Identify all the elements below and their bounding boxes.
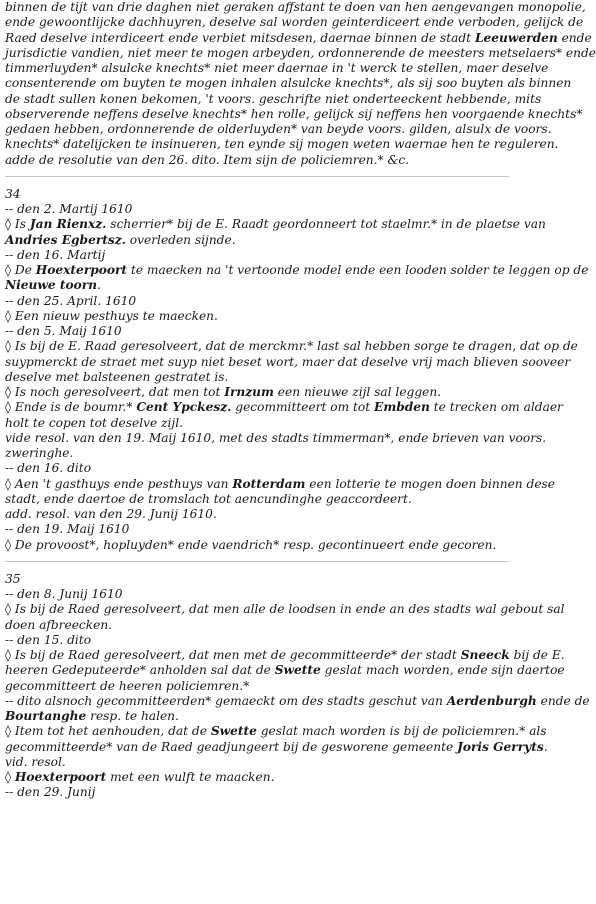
named-entity: Aerdenburgh <box>446 693 537 708</box>
named-entity: Cent Ypckesz. <box>136 400 232 415</box>
text-line <box>5 507 509 522</box>
named-entity: Jan Rienxz. <box>29 217 107 232</box>
entry-line <box>5 309 509 324</box>
diamond-bullet-icon: ◊ <box>5 385 15 399</box>
text-line <box>5 370 509 385</box>
text-segment: gecommitteerde* van de Raed geadjungeert bij de gesworene gemeente <box>5 739 458 754</box>
entry-line <box>5 400 563 415</box>
text-segment: vide resol. van den 19. Maij 1610, met des stadts timmerman*, ende brieven van voors. <box>5 430 547 445</box>
text-segment: -- den 25. April. 1610 <box>5 293 137 308</box>
text-segment: timmerluyden* alsulcke knechts* niet meer daernae in 't werck te stellen, maer deselve <box>5 61 549 75</box>
diamond-bullet-icon: ◊ <box>5 476 15 491</box>
text-line <box>5 324 509 339</box>
text-segment: gecommitteert om tot <box>231 400 375 415</box>
text-line <box>5 446 509 461</box>
named-entity: Swette <box>210 724 257 739</box>
named-entity: Bourtanghe <box>5 709 87 723</box>
named-entity: Nieuwe toorn <box>5 278 98 293</box>
text-segment: Is bij de Raed geresolveert, dat men met de gecommitteerde* der stadt <box>14 648 461 662</box>
text-line <box>5 709 509 724</box>
text-segment: observerende neffens deselve knechts* hen rolle, gelijck sij neffens hen voorgaende knechts* <box>5 106 583 121</box>
text-line <box>5 693 590 709</box>
text-segment: resp. te halen. <box>86 709 179 723</box>
text-segment: . <box>97 278 101 293</box>
section-number: 35 <box>5 571 21 586</box>
section-35-entries <box>5 587 590 801</box>
named-entity: Sneeck <box>460 648 510 662</box>
diamond-bullet-icon: ◊ <box>5 770 15 784</box>
text-segment: gedaen hebben, ordonnerende de olderluyden* van beyde voors. gilden, alsulx de voors. <box>5 122 552 136</box>
text-line <box>5 633 509 648</box>
text-segment: ende <box>557 30 592 45</box>
text-segment: -- dito alsnoch gecommitteerden* gemaeckt om des stadts geschut van <box>5 693 447 708</box>
text-segment: te trecken om aldaer <box>429 400 563 415</box>
text-segment: jurisdictie vandien, niet meer te mogen arbeyden, ordonnerende de meesters metselaers* ende <box>5 45 596 60</box>
text-segment: -- den 29. Junij <box>5 785 96 800</box>
section-divider <box>5 176 509 177</box>
named-entity: Irnzum <box>224 385 274 399</box>
text-line <box>5 45 596 61</box>
section-34 <box>5 186 589 553</box>
text-segment: geslat mach worden, ende sijn daertoe <box>320 663 565 678</box>
entry-line <box>5 724 547 739</box>
text-segment: Is <box>14 217 30 232</box>
named-entity: Leeuwerden <box>474 30 558 45</box>
text-line <box>5 91 542 107</box>
section-divider <box>5 561 509 562</box>
text-line <box>5 430 547 446</box>
diamond-bullet-icon: ◊ <box>5 308 15 323</box>
text-line <box>5 248 509 263</box>
text-segment: vid. resol. <box>5 754 66 769</box>
diamond-bullet-icon: ◊ <box>5 400 15 415</box>
text-segment: ende de <box>536 693 590 708</box>
text-line <box>5 233 509 248</box>
text-segment: Aen 't gasthuys ende pesthuys van <box>14 476 233 491</box>
entry-line <box>5 602 565 617</box>
named-entity: Hoexterpoort <box>14 770 107 784</box>
entry-line <box>5 217 546 232</box>
text-segment: De provoost*, hopluyden* ende vaendrich* resp. gecontinueert ende gecoren. <box>14 537 497 552</box>
entry-line <box>5 476 556 492</box>
diamond-bullet-icon: ◊ <box>5 339 15 354</box>
text-segment: Is bij de E. Raad geresolveert, dat de merckmr.* last sal hebben sorge te dragen, dat op de <box>14 339 578 354</box>
text-segment: knechts* datelijcken te insinueren, ten eynde sij mogen weten waernae hen te reguleren. <box>5 137 559 152</box>
named-entity: Rotterdam <box>232 476 306 491</box>
text-line <box>5 76 572 91</box>
entry-line <box>5 385 509 400</box>
text-segment: ende gewoontlijcke dachhuyren, deselve sal worden geinterdiceert ende verboden, gelijck de <box>5 15 584 30</box>
text-segment: stadt, ende daertoe de tromslach tot aencundinghe geaccordeert. <box>5 491 412 506</box>
text-segment: gecommitteert de heeren policiemren.* <box>5 678 250 693</box>
text-segment: de stadt sullen konen bekomen, 't voors. geschrifte niet onderteeckent hebbende, mits <box>5 91 542 106</box>
text-segment: een lotterie te mogen doen binnen dese <box>305 476 556 491</box>
entry-line <box>5 538 509 553</box>
entry-line <box>5 263 589 278</box>
text-segment: te maecken na 't vertoonde model ende een looden solder te leggen op de <box>127 263 589 277</box>
text-line <box>5 679 509 694</box>
text-segment: -- den 2. Martij 1610 <box>5 202 133 216</box>
diamond-bullet-icon: ◊ <box>5 217 15 232</box>
text-line <box>5 785 509 800</box>
text-segment: . <box>543 739 548 754</box>
text-segment: -- den 19. Maij 1610 <box>5 522 130 537</box>
text-line <box>5 0 586 15</box>
text-line <box>5 492 509 507</box>
text-segment: De <box>14 263 36 277</box>
text-segment: overleden sijnde. <box>125 232 236 247</box>
diamond-bullet-icon: ◊ <box>5 602 15 617</box>
text-segment: Is bij de Raed geresolveert, dat men alle de loodsen in ende an des stadts wal gebout sal <box>14 602 565 617</box>
section-number: 34 <box>5 186 21 201</box>
text-segment: heeren Gedeputeerde* anholden sal dat de <box>5 663 275 678</box>
text-segment: Een nieuw pesthuys te maecken. <box>14 308 218 323</box>
text-segment: met een wulft te maacken. <box>106 770 275 784</box>
diamond-bullet-icon: ◊ <box>5 724 15 739</box>
text-line <box>5 739 548 755</box>
text-segment: bij de E. <box>509 648 565 662</box>
diamond-bullet-icon: ◊ <box>5 263 15 277</box>
text-line <box>5 618 509 633</box>
text-segment: holt te copen tot deselve zijl. <box>5 415 183 430</box>
text-segment: binnen de tijt van drie daghen niet geraken affstant te doen van hen aengevangen monopolie, <box>5 0 586 14</box>
text-segment: -- den 15. dito <box>5 632 92 647</box>
text-segment: -- den 5. Maij 1610 <box>5 324 122 338</box>
text-segment: Is noch geresolveert, dat men tot <box>14 385 225 399</box>
text-segment: suypmerckt de straet met suyp niet beset wort, maer dat deselve vrij mach blieven sooveer <box>5 354 571 369</box>
text-segment: geslat mach worden is bij de policiemren.* als <box>256 724 547 739</box>
text-segment: doen afbreecken. <box>5 617 113 632</box>
text-line <box>5 30 592 46</box>
text-line <box>5 106 583 122</box>
text-segment: deselve met balsteenen gestratet is. <box>5 369 229 384</box>
text-line <box>5 354 571 370</box>
text-segment: -- den 16. Martij <box>5 247 106 262</box>
named-entity: Embden <box>374 400 430 415</box>
text-segment: consenterende om buyten te mogen inhalen alsulcke knechts*, als sij soo buyten als binnen <box>5 76 572 91</box>
named-entity: Hoexterpoort <box>35 263 128 277</box>
text-line <box>5 153 509 168</box>
text-line <box>5 461 509 476</box>
text-segment: Raed deselve interdiceert ende verbiet mitsdesen, daernae binnen de stadt <box>5 30 475 45</box>
text-line <box>5 61 549 76</box>
text-segment: zweringhe. <box>5 446 74 460</box>
text-line <box>5 122 552 137</box>
diamond-bullet-icon: ◊ <box>5 537 15 552</box>
entry-line <box>5 339 578 354</box>
text-segment: -- den 8. Junij 1610 <box>5 587 123 601</box>
text-line <box>5 202 509 217</box>
text-line <box>5 278 509 293</box>
text-line <box>5 137 559 152</box>
text-segment: een nieuwe zijl sal leggen. <box>273 385 442 399</box>
text-line <box>5 522 509 537</box>
text-segment: -- den 16. dito <box>5 461 92 476</box>
text-line <box>5 416 509 431</box>
text-line <box>5 587 509 602</box>
text-line <box>5 294 509 309</box>
text-line <box>5 755 509 770</box>
diamond-bullet-icon: ◊ <box>5 648 15 662</box>
text-segment: add. resol. van den 29. Junij 1610. <box>5 507 217 521</box>
section-35 <box>5 571 590 801</box>
text-line <box>5 15 584 30</box>
named-entity: Swette <box>274 663 321 678</box>
text-segment: Ende is de boumr.* <box>14 400 137 415</box>
named-entity: Andries Egbertsz. <box>5 232 126 247</box>
entry-line <box>5 770 509 785</box>
text-segment: Item tot het aenhouden, dat de <box>14 724 211 739</box>
section-34-entries <box>5 202 589 553</box>
entry-line <box>5 648 565 663</box>
text-segment: scherrier* bij de E. Raadt geordonneert tot staelmr.* in de plaetse van <box>106 217 546 232</box>
intro-paragraph <box>5 0 596 168</box>
text-segment: adde de resolutie van den 26. dito. Item sijn de policiemren.* &c. <box>5 152 410 167</box>
named-entity: Joris Gerryts <box>457 739 544 754</box>
text-line <box>5 663 565 678</box>
